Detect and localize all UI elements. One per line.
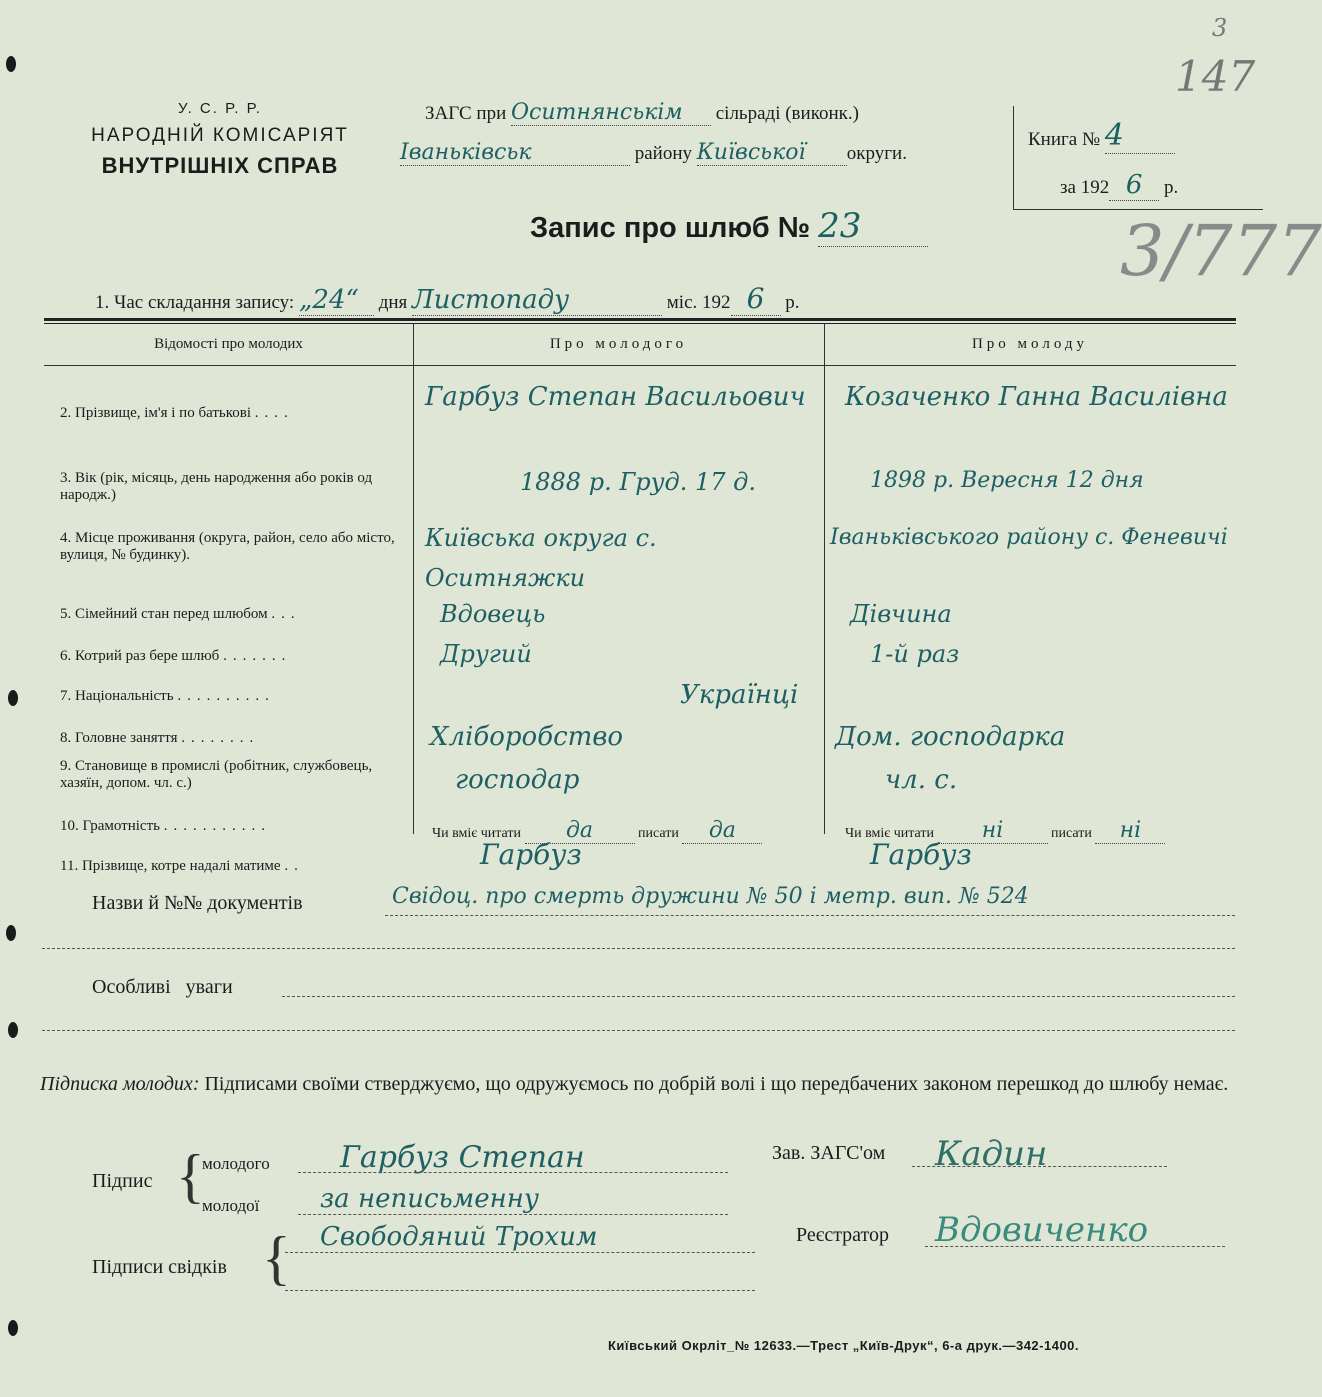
bride-write-value: ні bbox=[1095, 818, 1165, 844]
bride-literacy bbox=[845, 818, 1165, 844]
zags-village: Оситнянськім bbox=[511, 100, 711, 126]
remarks-line bbox=[282, 996, 1235, 997]
groom-signature-line bbox=[298, 1172, 728, 1173]
bride-name: Козаченко Ганна Василівна bbox=[845, 382, 1228, 412]
printer-imprint: Київський Окрліт_№ 12633.—Трест „Київ-Друк“, 6-а друк.—342-1400. bbox=[608, 1338, 1080, 1353]
row-label-age bbox=[60, 470, 405, 504]
punch-hole bbox=[6, 56, 16, 72]
row-label-marriage-count: 6. Котрий раз бере шлюб ....... bbox=[60, 648, 292, 664]
row-label-text: 8. Головне заняття bbox=[60, 730, 178, 746]
registrar-line bbox=[925, 1246, 1225, 1247]
title-number: 23 bbox=[818, 206, 928, 247]
date-day-label: дня bbox=[378, 292, 408, 313]
groom-age: 1888 р. Груд. 17 д. bbox=[520, 468, 756, 496]
date-line bbox=[95, 282, 800, 316]
bride-signature-label: молодої bbox=[202, 1196, 260, 1215]
row-label-text: 3. Вік (рік, місяць, день народження або років од народж.) bbox=[60, 470, 373, 503]
corner-number: 147 bbox=[1175, 52, 1256, 101]
org-line2: НАРОДНІЙ КОМІСАРІЯТ bbox=[91, 125, 349, 146]
signature-label: Підпис bbox=[92, 1170, 153, 1192]
book-year-line bbox=[1060, 170, 1178, 201]
zags-suffix: сільраді (виконк.) bbox=[715, 103, 859, 124]
date-day: „24“ bbox=[299, 285, 374, 316]
consent-statement bbox=[40, 1065, 1240, 1103]
district-name: Іваньківськ bbox=[400, 140, 630, 166]
col-header-groom: Про молодого bbox=[549, 336, 688, 352]
row-label-name: 2. Прізвище, ім'я і по батькові .... bbox=[60, 405, 294, 421]
book-number-line bbox=[1028, 118, 1175, 154]
bride-position: чл. с. bbox=[885, 765, 958, 795]
consent-text: Підписами своїми стверджуємо, що одружуємось по добрій волі і що передбачених законом перешкод до шлюбу немає. bbox=[204, 1073, 1229, 1095]
groom-position: господар bbox=[455, 765, 580, 795]
issuing-authority bbox=[40, 100, 400, 179]
table-header-rule bbox=[44, 365, 1236, 366]
bride-marriage-count: 1-й раз bbox=[870, 640, 960, 668]
zags-head-signature: Кадин bbox=[935, 1134, 1048, 1174]
groom-occupation: Хліборобство bbox=[430, 722, 624, 752]
book-label: Книга № bbox=[1028, 129, 1101, 150]
book-box-border bbox=[1013, 106, 1014, 210]
documents-value: Свідоц. про смерть дружини № 50 і метр. вип. № 524 bbox=[392, 884, 1029, 909]
book-year-digit: 6 bbox=[1109, 170, 1159, 201]
bride-future-surname: Гарбуз bbox=[870, 838, 972, 871]
groom-write-label: писати bbox=[638, 826, 679, 841]
bride-residence: Іваньківського району с. Феневичі bbox=[830, 525, 1228, 550]
bride-marital: Дівчина bbox=[850, 600, 952, 628]
row-label-position bbox=[60, 758, 405, 792]
remarks-label: Особливі уваги bbox=[92, 976, 233, 998]
signature-brace: { bbox=[176, 1143, 205, 1209]
book-number: 4 bbox=[1105, 118, 1175, 154]
row-label-text: 5. Сімейний стан перед шлюбом bbox=[60, 606, 268, 622]
page-title bbox=[530, 206, 928, 247]
bride-write-label: писати bbox=[1051, 826, 1092, 841]
punch-hole bbox=[8, 690, 18, 706]
row-label-text: 4. Місце проживання (округа, район, село або місто, вулиця, № будинку). bbox=[60, 530, 395, 563]
date-year-suffix: р. bbox=[785, 292, 800, 313]
punch-hole bbox=[6, 925, 16, 941]
registrar-signature: Вдовиченко bbox=[935, 1210, 1149, 1250]
groom-signature: Гарбуз Степан bbox=[340, 1140, 585, 1175]
groom-write-value: да bbox=[682, 818, 762, 844]
margin-number: 3/777 bbox=[1120, 210, 1322, 292]
groom-residence: Київська округа с. Оситняжки bbox=[425, 524, 657, 592]
district-line bbox=[400, 140, 1000, 166]
row-label-text: 2. Прізвище, ім'я і по батькові bbox=[60, 405, 252, 421]
row-label-text: 11. Прізвище, котре надалі матиме bbox=[60, 858, 281, 874]
nationality-common: Українці bbox=[680, 680, 799, 710]
book-year-suffix: р. bbox=[1163, 177, 1179, 198]
bride-occupation: Дом. господарка bbox=[835, 722, 1066, 752]
witnesses-brace: { bbox=[262, 1225, 291, 1291]
date-month-label: міс. 192 bbox=[666, 292, 731, 313]
table-top-rule bbox=[44, 323, 1236, 324]
date-month: Листопаду bbox=[412, 285, 662, 316]
row-label-occupation: 8. Головне заняття ........ bbox=[60, 730, 260, 746]
col-header-bride: Про молоду bbox=[971, 336, 1089, 352]
date-year-digit: 6 bbox=[731, 282, 781, 316]
consent-lead: Підписка молодих: bbox=[40, 1073, 200, 1095]
book-year-prefix: за 192 bbox=[1060, 177, 1110, 198]
documents-line bbox=[385, 915, 1235, 916]
zags-prefix: ЗАГС при bbox=[425, 103, 507, 124]
row-label-text: 6. Котрий раз бере шлюб bbox=[60, 648, 220, 664]
row-label-nationality: 7. Національність .......... bbox=[60, 688, 275, 704]
witness-signature: Свободяний Трохим bbox=[320, 1222, 598, 1252]
row-label-text: 10. Грамотність bbox=[60, 818, 160, 834]
punch-hole bbox=[8, 1022, 18, 1038]
punch-hole bbox=[8, 1320, 18, 1336]
row-label-residence bbox=[60, 530, 405, 564]
zags-head-line bbox=[912, 1166, 1167, 1167]
okruha-label: округи. bbox=[846, 143, 907, 164]
groom-signature-label: молодого bbox=[202, 1154, 270, 1173]
row-label-literacy: 10. Грамотність ........... bbox=[60, 818, 271, 834]
row-label-text: 7. Національність bbox=[60, 688, 174, 704]
zags-line bbox=[425, 100, 985, 126]
org-line3: ВНУТРІШНІХ СПРАВ bbox=[101, 153, 339, 178]
bride-signature-line bbox=[298, 1214, 728, 1215]
witness-line bbox=[285, 1290, 755, 1291]
table-column-divider bbox=[824, 324, 825, 834]
groom-future-surname: Гарбуз bbox=[480, 838, 582, 871]
groom-read-label: Чи вміє читати bbox=[432, 826, 522, 841]
groom-name: Гарбуз Степан Васильович bbox=[425, 382, 806, 412]
groom-literacy bbox=[432, 818, 762, 844]
corner-mark: 3 bbox=[1212, 14, 1228, 42]
witnesses-label: Підписи свідків bbox=[92, 1256, 227, 1278]
groom-marriage-count: Другий bbox=[440, 640, 532, 668]
bride-read-value: ні bbox=[938, 818, 1048, 844]
row-label-text: 9. Становище в промислі (робітник, службовець, хазяїн, допом. чл. с.) bbox=[60, 758, 373, 791]
okruha-name: Київської bbox=[697, 140, 847, 166]
bride-read-label: Чи вміє читати bbox=[845, 826, 935, 841]
row-label-marital: 5. Сімейний стан перед шлюбом ... bbox=[60, 606, 301, 622]
documents-label: Назви й №№ документів bbox=[92, 892, 303, 914]
org-line1: У. С. Р. Р. bbox=[178, 100, 262, 117]
table-top-rule bbox=[44, 318, 1236, 321]
remarks-line bbox=[42, 1030, 1235, 1031]
col-header-info: Відомості про молодих bbox=[154, 336, 303, 352]
documents-line bbox=[42, 948, 1235, 949]
date-label: 1. Час складання запису: bbox=[95, 292, 295, 313]
title-text: Запис про шлюб № bbox=[530, 212, 811, 244]
district-label: району bbox=[634, 143, 693, 164]
table-column-divider bbox=[413, 324, 414, 834]
registrar-label: Реєстратор bbox=[796, 1224, 890, 1246]
bride-signature: за неписьменну bbox=[320, 1184, 539, 1214]
bride-age: 1898 р. Вересня 12 дня bbox=[870, 468, 1144, 493]
groom-read-value: да bbox=[525, 818, 635, 844]
groom-marital: Вдовець bbox=[440, 600, 546, 628]
row-label-future-surname: 11. Прізвище, котре надалі матиме .. bbox=[60, 858, 304, 874]
zags-head-label: Зав. ЗАГС'ом bbox=[772, 1142, 886, 1164]
witness-line bbox=[285, 1252, 755, 1253]
